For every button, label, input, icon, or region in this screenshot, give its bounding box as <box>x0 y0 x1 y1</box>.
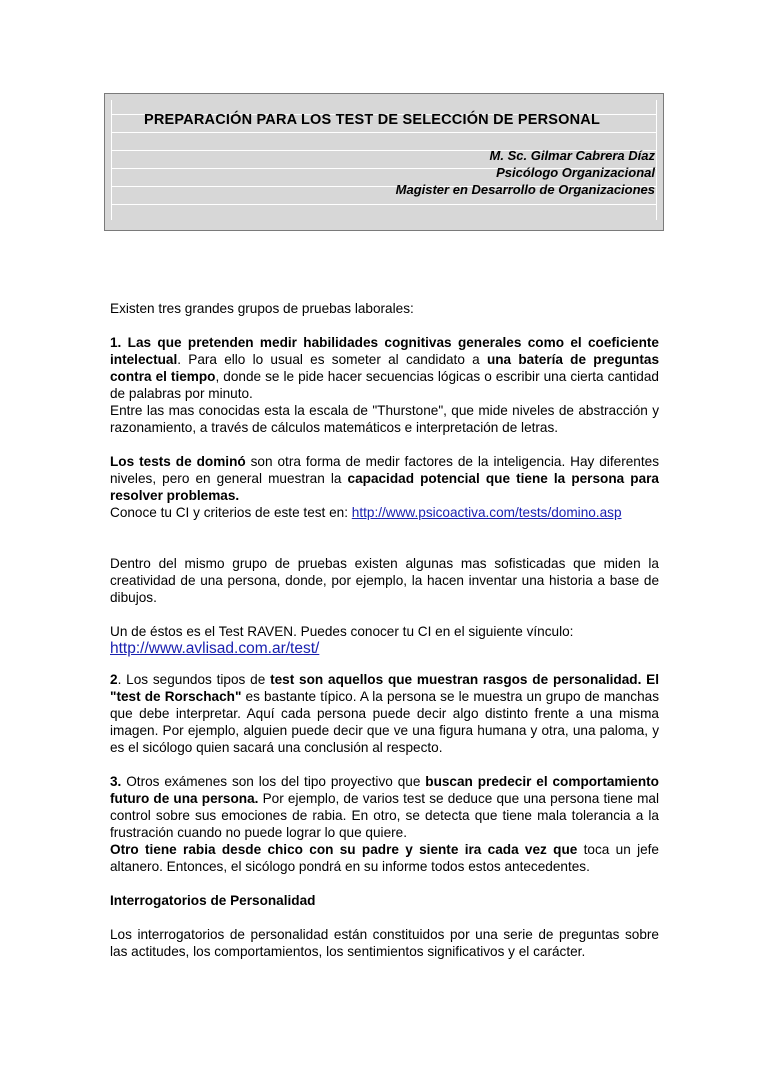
author-role: Psicólogo Organizacional <box>496 165 655 180</box>
document-body <box>110 300 659 960</box>
intro-paragraph: Existen tres grandes grupos de pruebas laborales: <box>110 301 414 316</box>
domino-test-link[interactable]: http://www.psicoactiva.com/tests/domino.asp <box>351 505 622 520</box>
author-degree: Magister en Desarrollo de Organizaciones <box>395 182 655 197</box>
section-3-emphasis: buscan predecir el comportamiento futuro de una persona. <box>110 774 659 806</box>
section-2-paragraph <box>110 671 659 756</box>
section-3-number: 3. <box>110 774 122 789</box>
domino-link-prefix: Conoce tu CI y criterios de este test en: <box>110 505 352 520</box>
raven-test-link[interactable]: http://www.avlisad.com.ar/test/ <box>110 640 320 657</box>
page-title: PREPARACIÓN PARA LOS TEST DE SELECCIÓN DE PERSONAL <box>143 112 601 128</box>
author-name: M. Sc. Gilmar Cabrera Díaz <box>489 148 655 163</box>
section-3-paragraph <box>110 773 659 841</box>
section-1-emphasis: una batería de preguntas contra el tiempo <box>110 352 660 384</box>
section-2-emphasis: test son aquellos que muestran rasgos de personalidad. El "test de Rorschach" <box>110 672 659 704</box>
creativity-paragraph: Dentro del mismo grupo de pruebas existen algunas mas sofisticadas que miden la creatividad de una persona, donde, por ejemplo, la hacen inventar una historia a base de dibujos. <box>110 556 659 605</box>
section-2-number: 2 <box>110 672 118 687</box>
section-3-text-2: toca un jefe altanero. Entonces, el sicólogo pondrá en su informe todos estos antecedentes. <box>110 842 659 874</box>
section-1-text: . Para ello lo usual es someter al candidato a <box>177 352 487 367</box>
section-2-text: . Los segundos tipos de <box>117 672 271 687</box>
raven-paragraph: Un de éstos es el Test RAVEN. Puedes conocer tu CI en el siguiente vínculo: <box>110 624 574 639</box>
interrogatorios-paragraph: Los interrogatorios de personalidad están constituidos por una serie de preguntas sobre las actitudes, los comportamientos, los sentimientos significativos y el carácter. <box>110 927 659 959</box>
header-box <box>104 93 664 231</box>
interrogatorios-heading <box>110 892 659 909</box>
section-2-text: es bastante típico. A la persona se le muestra un grupo de manchas que debe interpretar. Aquí cada persona puede decir algo distinto frente a una misma imagen. Por ejemplo, alguien puede decir que ve una figura humana y otra, una paloma, y es el sicólogo quien sacará una conclusión al respecto. <box>110 689 659 755</box>
header-grid-line <box>111 132 657 133</box>
domino-text: son otra forma de medir factores de la inteligencia. Hay diferentes niveles, pero en general muestran la <box>110 454 659 486</box>
section-1-lead: 1. Las que pretenden medir habilidades cognitivas generales como el coeficiente intelectual <box>110 335 659 367</box>
thurstone-paragraph: Entre las mas conocidas esta la escala de "Thurstone", que mide niveles de abstracción y razonamiento, a través de cálculos matemáticos e interpretación de letras. <box>110 403 659 435</box>
section-heading: Interrogatorios de Personalidad <box>110 893 316 908</box>
raven-link-line <box>110 640 659 657</box>
section-3-continuation <box>110 841 659 875</box>
section-3-text: Por ejemplo, de varios test se deduce que una persona tiene mal control sobre sus emociones de rabia. En otro, se detecta que tiene mala tolerancia a la frustración cuando no puede lograr lo que quiere. <box>110 791 659 840</box>
domino-emphasis: capacidad potencial que tiene la persona para resolver problemas. <box>110 471 659 503</box>
section-1-text: , donde se le pide hacer secuencias lógicas o escribir una cierta cantidad de palabras por minuto. <box>110 369 659 401</box>
section-1-paragraph <box>110 334 659 402</box>
domino-paragraph <box>110 453 659 504</box>
section-3-emphasis-2: Otro tiene rabia desde chico con su padre y siente ira cada vez que <box>110 842 578 857</box>
domino-lead: Los tests de dominó <box>110 454 246 469</box>
domino-link-line <box>110 504 659 521</box>
section-3-text: Otros exámenes son los del tipo proyectivo que <box>121 774 426 789</box>
header-grid-line <box>111 204 657 205</box>
